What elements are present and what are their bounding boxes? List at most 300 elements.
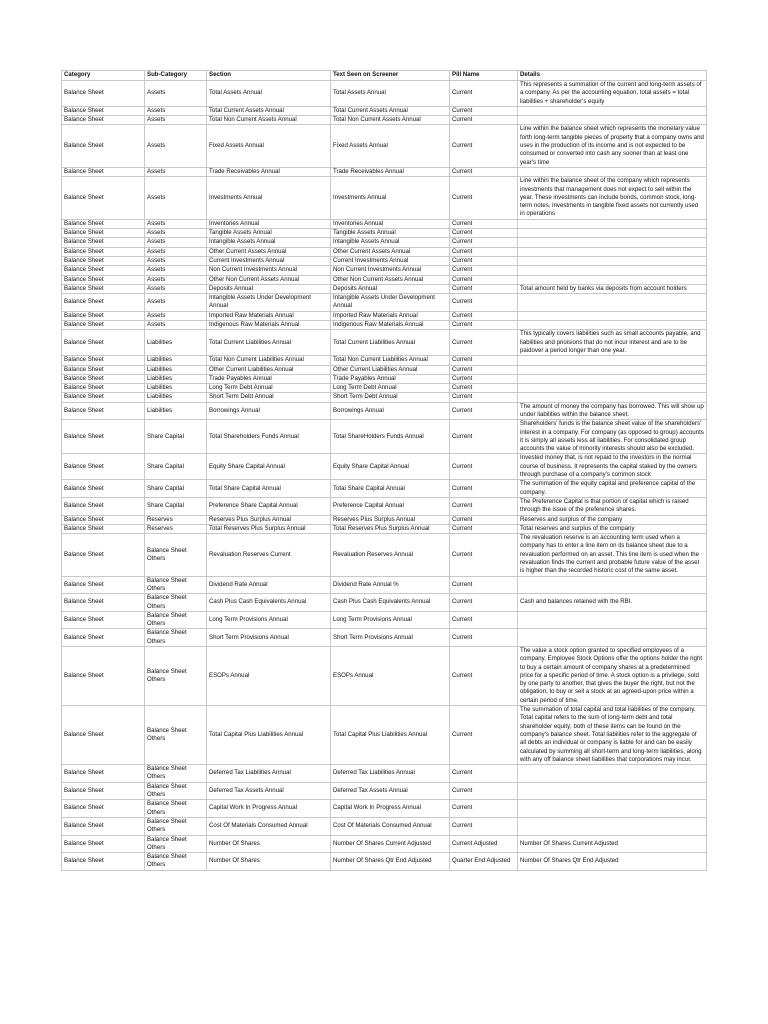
cell-text-seen-on-screener: Deposits Annual	[331, 284, 450, 293]
header-details: Details	[518, 71, 707, 81]
table-row	[62, 238, 707, 247]
cell-text-seen-on-screener: Total ShareHolders Funds Annual	[331, 420, 450, 454]
cell-pill-name: Current	[450, 524, 518, 533]
cell-section: Total Non Current Assets Annual	[207, 116, 331, 125]
cell-pill-name: Current	[450, 782, 518, 800]
cell-category: Balance Sheet	[62, 782, 145, 800]
cell-details	[518, 247, 707, 256]
table-row	[62, 116, 707, 125]
cell-category: Balance Sheet	[62, 284, 145, 293]
table-row	[62, 534, 707, 576]
table-row	[62, 835, 707, 853]
table-row	[62, 321, 707, 330]
cell-pill-name: Current	[450, 497, 518, 515]
table-row	[62, 454, 707, 480]
cell-text-seen-on-screener: Imported Raw Materials Annual	[331, 311, 450, 320]
cell-sub-category: Assets	[145, 311, 207, 320]
cell-text-seen-on-screener: Other Non Current Assets Annual	[331, 275, 450, 284]
cell-section: Imported Raw Materials Annual	[207, 311, 331, 320]
table-row	[62, 594, 707, 612]
cell-details	[518, 365, 707, 374]
cell-details: Number Of Shares Qtr End Adjusted	[518, 853, 707, 871]
cell-sub-category: Assets	[145, 321, 207, 330]
cell-sub-category: Liabilities	[145, 393, 207, 402]
cell-sub-category: Share Capital	[145, 454, 207, 480]
cell-details	[518, 782, 707, 800]
cell-section: Total Non Current Liabilities Annual	[207, 356, 331, 365]
cell-category: Balance Sheet	[62, 167, 145, 176]
cell-text-seen-on-screener: Revaluation Reserves Annual	[331, 534, 450, 576]
table-row	[62, 311, 707, 320]
cell-category: Balance Sheet	[62, 384, 145, 393]
cell-details	[518, 800, 707, 818]
cell-details: The Preference Capital is that portion of capital which is raised through the issue of the preference shares.	[518, 497, 707, 515]
cell-category: Balance Sheet	[62, 765, 145, 783]
table-row	[62, 365, 707, 374]
cell-sub-category: Balance Sheet Others	[145, 576, 207, 594]
cell-pill-name: Current	[450, 275, 518, 284]
cell-category: Balance Sheet	[62, 454, 145, 480]
cell-details	[518, 384, 707, 393]
cell-text-seen-on-screener: Intangible Assets Annual	[331, 238, 450, 247]
cell-section: Revaluation Reserves Current	[207, 534, 331, 576]
cell-sub-category: Reserves	[145, 524, 207, 533]
cell-details: The value a stock option granted to specified employees of a company. Employee Stock Options offer the options holder the right to buy a certain amount of company shares at a predetermined price for a specific period of time. A stock option is a privilege, sold by one party to another, that gives the buyer the right, but not the obligation, to buy or sell a stock at an agreed-upon price within a certain period of time.	[518, 647, 707, 706]
cell-section: ESOPs Annual	[207, 647, 331, 706]
cell-details	[518, 393, 707, 402]
cell-sub-category: Liabilities	[145, 356, 207, 365]
table-row	[62, 266, 707, 275]
cell-section: Short Term Debt Annual	[207, 393, 331, 402]
cell-sub-category: Assets	[145, 125, 207, 167]
cell-text-seen-on-screener: Total Non Current Assets Annual	[331, 116, 450, 125]
cell-text-seen-on-screener: Total Non Current Liabilities Annual	[331, 356, 450, 365]
cell-details	[518, 356, 707, 365]
cell-details: Number Of Shares Current Adjusted	[518, 835, 707, 853]
table-row	[62, 480, 707, 498]
cell-details	[518, 256, 707, 265]
cell-sub-category: Liabilities	[145, 330, 207, 356]
cell-category: Balance Sheet	[62, 275, 145, 284]
cell-category: Balance Sheet	[62, 229, 145, 238]
cell-pill-name: Current	[450, 629, 518, 647]
cell-category: Balance Sheet	[62, 266, 145, 275]
header-pill-name: Pill Name	[450, 71, 518, 81]
cell-details	[518, 266, 707, 275]
cell-category: Balance Sheet	[62, 311, 145, 320]
cell-category: Balance Sheet	[62, 219, 145, 228]
cell-pill-name: Current	[450, 125, 518, 167]
cell-details: This represents a summation of the current and long-term assets of a company. As per the accounting equation, total assets = total liabilities + shareholder's equity	[518, 81, 707, 107]
cell-sub-category: Assets	[145, 81, 207, 107]
cell-pill-name: Current	[450, 238, 518, 247]
cell-sub-category: Balance Sheet Others	[145, 629, 207, 647]
cell-section: Other Non Current Assets Annual	[207, 275, 331, 284]
table-row	[62, 167, 707, 176]
table-row	[62, 81, 707, 107]
cell-text-seen-on-screener: Total Share Capital Annual	[331, 480, 450, 498]
table-row	[62, 229, 707, 238]
cell-sub-category: Balance Sheet Others	[145, 853, 207, 871]
cell-section: Total Reserves Plus Surplus Annual	[207, 524, 331, 533]
cell-text-seen-on-screener: Total Capital Plus Liabilities Annual	[331, 706, 450, 765]
cell-section: Other Current Assets Annual	[207, 247, 331, 256]
cell-sub-category: Liabilities	[145, 365, 207, 374]
cell-section: Total Assets Annual	[207, 81, 331, 107]
cell-section: Total Current Assets Annual	[207, 106, 331, 115]
cell-section: Other Current Liabilities Annual	[207, 365, 331, 374]
cell-pill-name: Current	[450, 356, 518, 365]
cell-text-seen-on-screener: Total Current Assets Annual	[331, 106, 450, 115]
table-row	[62, 356, 707, 365]
cell-sub-category: Share Capital	[145, 480, 207, 498]
cell-sub-category: Assets	[145, 167, 207, 176]
cell-details: The summation of total capital and total liabilities of the company. Total capital refers to the sum of long-term debt and total shareholder equity; both of these items can be found on the company's balance sheet. Total liabilities refer to the aggregate of all debts an individual or company is liable for and can be easily calculated by summing all short-term and long-term liabilities, along with any off balance sheet liabilities that corporations may incur.	[518, 706, 707, 765]
cell-pill-name: Current	[450, 229, 518, 238]
cell-section: Tangible Assets Annual	[207, 229, 331, 238]
table-row	[62, 294, 707, 312]
cell-category: Balance Sheet	[62, 706, 145, 765]
cell-details	[518, 294, 707, 312]
cell-sub-category: Assets	[145, 177, 207, 219]
cell-sub-category: Liabilities	[145, 374, 207, 383]
cell-pill-name: Current	[450, 284, 518, 293]
table-row	[62, 782, 707, 800]
cell-sub-category: Balance Sheet Others	[145, 782, 207, 800]
cell-text-seen-on-screener: Reserves Plus Surplus Annual	[331, 515, 450, 524]
cell-text-seen-on-screener: Preference Capital Annual	[331, 497, 450, 515]
cell-section: Equity Share Capital Annual	[207, 454, 331, 480]
table-row	[62, 629, 707, 647]
cell-category: Balance Sheet	[62, 256, 145, 265]
cell-pill-name: Current	[450, 393, 518, 402]
cell-category: Balance Sheet	[62, 647, 145, 706]
table-row	[62, 275, 707, 284]
cell-text-seen-on-screener: Tangible Assets Annual	[331, 229, 450, 238]
cell-text-seen-on-screener: Non Current Investments Annual	[331, 266, 450, 275]
cell-details	[518, 765, 707, 783]
table-row	[62, 374, 707, 383]
cell-text-seen-on-screener: Dividend Rate Annual %	[331, 576, 450, 594]
cell-pill-name: Current	[450, 515, 518, 524]
cell-category: Balance Sheet	[62, 402, 145, 420]
cell-details: Invested money that, is not repaid to the investors in the normal course of business. It represents the capital staked by the owners through purchase of a company's common stock	[518, 454, 707, 480]
cell-pill-name: Current	[450, 706, 518, 765]
header-category: Category	[62, 71, 145, 81]
cell-sub-category: Assets	[145, 247, 207, 256]
cell-section: Non Current Investments Annual	[207, 266, 331, 275]
cell-category: Balance Sheet	[62, 835, 145, 853]
cell-category: Balance Sheet	[62, 515, 145, 524]
cell-category: Balance Sheet	[62, 611, 145, 629]
table-body	[62, 81, 707, 871]
cell-details: Cash and balances retained with the RBI.	[518, 594, 707, 612]
cell-pill-name: Current	[450, 594, 518, 612]
cell-pill-name: Current	[450, 81, 518, 107]
balance-sheet-fields-table	[61, 70, 707, 871]
cell-pill-name: Current Adjusted	[450, 835, 518, 853]
cell-section: Indigenous Raw Materials Annual	[207, 321, 331, 330]
table-row	[62, 393, 707, 402]
cell-category: Balance Sheet	[62, 365, 145, 374]
cell-section: Total Capital Plus Liabilities Annual	[207, 706, 331, 765]
table-row	[62, 219, 707, 228]
cell-details: The summation of the equity capital and preference capital of the company.	[518, 480, 707, 498]
cell-category: Balance Sheet	[62, 393, 145, 402]
cell-text-seen-on-screener: ESOPs Annual	[331, 647, 450, 706]
cell-sub-category: Assets	[145, 106, 207, 115]
cell-sub-category: Liabilities	[145, 402, 207, 420]
table-row	[62, 576, 707, 594]
cell-category: Balance Sheet	[62, 321, 145, 330]
table-row	[62, 125, 707, 167]
cell-section: Investments Annual	[207, 177, 331, 219]
cell-category: Balance Sheet	[62, 116, 145, 125]
cell-text-seen-on-screener: Short Term Provisions Annual	[331, 629, 450, 647]
cell-category: Balance Sheet	[62, 177, 145, 219]
cell-details: Line within the balance sheet which represents the monetary value forth long-term tangible pieces of property that a company owns and uses in the production of its income and is not expected to be consumed or converted into cash any sooner than at least one year's time	[518, 125, 707, 167]
cell-text-seen-on-screener: Other Current Liabilities Annual	[331, 365, 450, 374]
cell-section: Preference Share Capital Annual	[207, 497, 331, 515]
cell-sub-category: Balance Sheet Others	[145, 765, 207, 783]
cell-pill-name: Current	[450, 330, 518, 356]
table-row	[62, 515, 707, 524]
table-header-row	[62, 71, 707, 81]
cell-pill-name: Current	[450, 576, 518, 594]
cell-category: Balance Sheet	[62, 629, 145, 647]
cell-pill-name: Current	[450, 765, 518, 783]
cell-text-seen-on-screener: Trade Receivables Annual	[331, 167, 450, 176]
cell-category: Balance Sheet	[62, 356, 145, 365]
cell-text-seen-on-screener: Deferred Tax Assets Annual	[331, 782, 450, 800]
cell-section: Total Current Liabilities Annual	[207, 330, 331, 356]
cell-category: Balance Sheet	[62, 81, 145, 107]
cell-details: The amount of money the company has borrowed. This will show up under liabilities within the balance sheet.	[518, 402, 707, 420]
cell-pill-name: Current	[450, 365, 518, 374]
cell-category: Balance Sheet	[62, 524, 145, 533]
cell-section: Capital Work In Progress Annual	[207, 800, 331, 818]
cell-pill-name: Current	[450, 219, 518, 228]
cell-category: Balance Sheet	[62, 853, 145, 871]
cell-category: Balance Sheet	[62, 125, 145, 167]
cell-sub-category: Share Capital	[145, 420, 207, 454]
cell-sub-category: Balance Sheet Others	[145, 534, 207, 576]
table-row	[62, 524, 707, 533]
cell-sub-category: Assets	[145, 219, 207, 228]
table-row	[62, 817, 707, 835]
cell-pill-name: Current	[450, 611, 518, 629]
cell-section: Trade Payables Annual	[207, 374, 331, 383]
cell-details	[518, 116, 707, 125]
table-row	[62, 106, 707, 115]
cell-sub-category: Assets	[145, 229, 207, 238]
cell-details	[518, 576, 707, 594]
cell-category: Balance Sheet	[62, 480, 145, 498]
cell-pill-name: Current	[450, 647, 518, 706]
cell-category: Balance Sheet	[62, 247, 145, 256]
cell-section: Current Investments Annual	[207, 256, 331, 265]
cell-pill-name: Current	[450, 420, 518, 454]
cell-details	[518, 219, 707, 228]
cell-pill-name: Current	[450, 402, 518, 420]
cell-sub-category: Assets	[145, 256, 207, 265]
cell-sub-category: Assets	[145, 284, 207, 293]
cell-pill-name: Current	[450, 266, 518, 275]
cell-sub-category: Balance Sheet Others	[145, 800, 207, 818]
cell-pill-name: Current	[450, 256, 518, 265]
cell-pill-name: Current	[450, 294, 518, 312]
cell-category: Balance Sheet	[62, 576, 145, 594]
cell-text-seen-on-screener: Cash Plus Cash Equivalents Annual	[331, 594, 450, 612]
header-section: Section	[207, 71, 331, 81]
cell-section: Total Share Capital Annual	[207, 480, 331, 498]
cell-text-seen-on-screener: Number Of Shares Qtr End Adjusted	[331, 853, 450, 871]
cell-details	[518, 629, 707, 647]
table-row	[62, 800, 707, 818]
cell-sub-category: Assets	[145, 275, 207, 284]
cell-details	[518, 321, 707, 330]
cell-section: Total Shareholders Funds Annual	[207, 420, 331, 454]
cell-sub-category: Assets	[145, 294, 207, 312]
cell-section: Deposits Annual	[207, 284, 331, 293]
cell-details	[518, 238, 707, 247]
cell-section: Dividend Rate Annual	[207, 576, 331, 594]
table-row	[62, 765, 707, 783]
table-row	[62, 284, 707, 293]
cell-details: Reserves and surplus of the company	[518, 515, 707, 524]
cell-section: Borrowings Annual	[207, 402, 331, 420]
table-row	[62, 706, 707, 765]
cell-section: Long Term Provisions Annual	[207, 611, 331, 629]
cell-text-seen-on-screener: Borrowings Annual	[331, 402, 450, 420]
cell-pill-name: Current	[450, 480, 518, 498]
cell-text-seen-on-screener: Intangible Assets Under Development Annual	[331, 294, 450, 312]
cell-text-seen-on-screener: Fixed Assets Annual	[331, 125, 450, 167]
cell-pill-name: Current	[450, 534, 518, 576]
cell-sub-category: Balance Sheet Others	[145, 594, 207, 612]
cell-section: Long Term Debt Annual	[207, 384, 331, 393]
table-row	[62, 420, 707, 454]
table-row	[62, 384, 707, 393]
cell-sub-category: Liabilities	[145, 384, 207, 393]
cell-section: Reserves Plus Surplus Annual	[207, 515, 331, 524]
cell-details: Shareholders' funds is the balance sheet value of the shareholders' interest in a company. For company (as opposed to group) accounts it is simply all assets less all liabilities. For consolidated group accounts the value of minority interests should also be excluded.	[518, 420, 707, 454]
cell-category: Balance Sheet	[62, 330, 145, 356]
cell-text-seen-on-screener: Cost Of Materials Consumed Annual	[331, 817, 450, 835]
cell-sub-category: Balance Sheet Others	[145, 706, 207, 765]
cell-pill-name: Current	[450, 321, 518, 330]
table-row	[62, 647, 707, 706]
cell-sub-category: Balance Sheet Others	[145, 835, 207, 853]
cell-text-seen-on-screener: Investments Annual	[331, 177, 450, 219]
table-row	[62, 177, 707, 219]
cell-text-seen-on-screener: Inventories Annual	[331, 219, 450, 228]
cell-details	[518, 106, 707, 115]
cell-text-seen-on-screener: Short Term Debt Annual	[331, 393, 450, 402]
cell-pill-name: Current	[450, 454, 518, 480]
cell-details	[518, 167, 707, 176]
table-row	[62, 402, 707, 420]
cell-pill-name: Current	[450, 177, 518, 219]
cell-details	[518, 229, 707, 238]
cell-pill-name: Current	[450, 800, 518, 818]
cell-details	[518, 311, 707, 320]
cell-category: Balance Sheet	[62, 420, 145, 454]
cell-text-seen-on-screener: Indigenous Raw Materials Annual	[331, 321, 450, 330]
cell-category: Balance Sheet	[62, 534, 145, 576]
table-row	[62, 247, 707, 256]
cell-sub-category: Balance Sheet Others	[145, 611, 207, 629]
cell-text-seen-on-screener: Total Assets Annual	[331, 81, 450, 107]
cell-sub-category: Assets	[145, 266, 207, 275]
cell-section: Number Of Shares	[207, 853, 331, 871]
cell-category: Balance Sheet	[62, 817, 145, 835]
balance-sheet-fields-table-container	[61, 70, 706, 871]
cell-sub-category: Balance Sheet Others	[145, 817, 207, 835]
cell-text-seen-on-screener: Equity Share Capital Annual	[331, 454, 450, 480]
cell-category: Balance Sheet	[62, 106, 145, 115]
table-row	[62, 611, 707, 629]
cell-section: Short Term Provisions Annual	[207, 629, 331, 647]
header-sub-category: Sub-Category	[145, 71, 207, 81]
cell-section: Intangible Assets Under Development Annual	[207, 294, 331, 312]
cell-sub-category: Reserves	[145, 515, 207, 524]
table-row	[62, 256, 707, 265]
cell-section: Number Of Shares	[207, 835, 331, 853]
cell-pill-name: Current	[450, 374, 518, 383]
cell-details: Total amount held by banks via deposits from account holders	[518, 284, 707, 293]
cell-category: Balance Sheet	[62, 497, 145, 515]
cell-section: Cost Of Materials Consumed Annual	[207, 817, 331, 835]
cell-details	[518, 374, 707, 383]
table-row	[62, 853, 707, 871]
cell-sub-category: Assets	[145, 116, 207, 125]
cell-section: Fixed Assets Annual	[207, 125, 331, 167]
cell-details	[518, 611, 707, 629]
cell-sub-category: Share Capital	[145, 497, 207, 515]
cell-category: Balance Sheet	[62, 374, 145, 383]
table-row	[62, 330, 707, 356]
cell-category: Balance Sheet	[62, 294, 145, 312]
cell-pill-name: Current	[450, 116, 518, 125]
cell-pill-name: Quarter End Adjusted	[450, 853, 518, 871]
cell-pill-name: Current	[450, 167, 518, 176]
cell-text-seen-on-screener: Total Current Liabilities Annual	[331, 330, 450, 356]
cell-text-seen-on-screener: Long Term Provisions Annual	[331, 611, 450, 629]
cell-pill-name: Current	[450, 106, 518, 115]
cell-details: This typically covers liabilities such as small accounts payable, and liabilities and prioisions that do not incur interest and are to be paidover a period longer than one year.	[518, 330, 707, 356]
cell-category: Balance Sheet	[62, 238, 145, 247]
cell-section: Inventories Annual	[207, 219, 331, 228]
cell-details	[518, 817, 707, 835]
cell-details: Line within the balance sheet of the company which represents investments that management does not expect to sell within the year. These investments can include bonds, common stock, long-term notes, investments in tangible fixed assets not currently used in operations	[518, 177, 707, 219]
cell-section: Intangible Assets Annual	[207, 238, 331, 247]
cell-pill-name: Current	[450, 311, 518, 320]
cell-text-seen-on-screener: Deferred Tax Liabilities Annual	[331, 765, 450, 783]
cell-text-seen-on-screener: Number Of Shares Current Adjusted	[331, 835, 450, 853]
cell-category: Balance Sheet	[62, 594, 145, 612]
cell-sub-category: Balance Sheet Others	[145, 647, 207, 706]
cell-text-seen-on-screener: Capital Work In Progress Annual	[331, 800, 450, 818]
cell-details	[518, 275, 707, 284]
cell-details: The revaluation reserve is an accounting term used when a company has to enter a line item on its balance sheet due to a revaluation performed on an asset. This line item is used when the revaluation finds the current and probable future value of the asset is higher than the recorded historic cost of the same asset.	[518, 534, 707, 576]
cell-category: Balance Sheet	[62, 800, 145, 818]
cell-text-seen-on-screener: Long Term Debt Annual	[331, 384, 450, 393]
cell-section: Deferred Tax Liabilities Annual	[207, 765, 331, 783]
cell-pill-name: Current	[450, 247, 518, 256]
cell-section: Deferred Tax Assets Annual	[207, 782, 331, 800]
cell-details: Total reserves and surplus of the company	[518, 524, 707, 533]
